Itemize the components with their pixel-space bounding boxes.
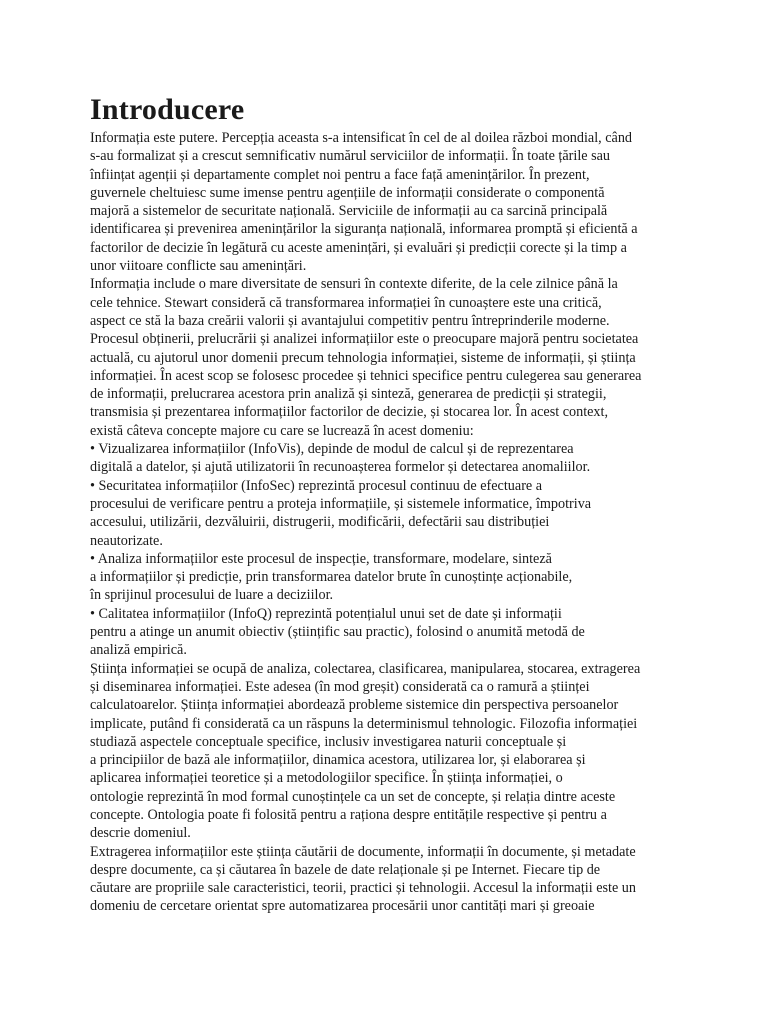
text-line: înființat agenții și departamente complet noi pentru a face față amenințărilor. În prezent, <box>90 166 590 183</box>
text-line: Procesul obținerii, prelucrării și analizei informațiilor este o preocupare majoră pentru societatea <box>90 331 639 348</box>
text-line: Extragerea informațiilor este știința căutării de documente, informații în documente, și metadate <box>90 843 636 860</box>
text-line: despre documente, ca și căutarea în bazele de date relaționale și pe Internet. Fiecare tip de <box>90 861 601 878</box>
text-line: a informațiilor și predicție, prin transformarea datelor brute în cunoștințe acționabile, <box>90 569 573 586</box>
text-line: transmisia și prezentarea informațiilor factorilor de decizie, și stocarea lor. În acest context, <box>90 404 609 421</box>
text-line: calculatoarelor. Știința informației abordează probleme sistemice din perspectiva persoanelor <box>90 697 619 714</box>
text-line: ontologie reprezintă în mod formal cunoștințele ca un set de concepte, și relația dintre aceste <box>90 788 616 805</box>
text-line: unor viitoare conflicte sau amenințări. <box>90 258 307 275</box>
text-line: procesului de verificare pentru a proteja informațiile, și sistemele informatice, împotriva <box>90 495 592 512</box>
text-line: guvernele cheltuiesc sume imense pentru agențiile de informații considerate o componentă <box>90 184 605 201</box>
text-line: analiză empirică. <box>90 642 187 659</box>
text-line: pentru a atinge un anumit obiectiv (științific sau practic), folosind o anumită metodă de <box>90 624 585 641</box>
text-line: aspect ce stă la baza creării valorii și avantajului competitiv pentru întreprinderile moderne. <box>90 312 610 329</box>
text-line: • Analiza informațiilor este procesul de inspecție, transformare, modelare, sinteză <box>90 550 552 567</box>
text-line: identificarea și prevenirea amenințărilor la siguranța națională, informarea promptă și eficientă a <box>90 221 638 238</box>
text-line: digitală a datelor, și ajută utilizatorii în recunoașterea formelor și detectarea anomaliilor. <box>90 459 591 476</box>
text-line: descrie domeniul. <box>90 825 191 842</box>
body-text <box>90 129 690 916</box>
text-line: actuală, cu ajutorul unor domenii precum tehnologia informației, sisteme de informații, și știința <box>90 349 636 366</box>
text-line: Informația este putere. Percepția aceasta s-a intensificat în cel de al doilea război mondial, când <box>90 130 633 146</box>
text-line: concepte. Ontologia poate fi folosită pentru a raționa despre entitățile respective și pentru a <box>90 806 607 823</box>
text-line: accesului, utilizării, dezvăluirii, distrugerii, modificării, defectării sau distribuției <box>90 514 550 531</box>
text-line: • Vizualizarea informațiilor (InfoVis), depinde de modul de calcul și de reprezentarea <box>90 441 574 458</box>
text-line: aplicarea informației teoretice și a metodologiilor specifice. În știința informației, o <box>90 770 563 787</box>
text-line: și diseminarea informației. Este adesea (în mod greșit) considerată ca o ramură a științei <box>90 678 590 695</box>
text-line: • Calitatea informațiilor (InfoQ) reprezintă potențialul unui set de date și informații <box>90 605 562 622</box>
text-line: • Securitatea informațiilor (InfoSec) reprezintă procesul continuu de efectuare a <box>90 477 543 494</box>
text-line: studiază aspectele conceptuale specifice, inclusiv investigarea naturii conceptuale și <box>90 733 567 750</box>
text-line: Informația include o mare diversitate de sensuri în contexte diferite, de la cele zilnice până la <box>90 276 618 293</box>
text-line: implicate, putând fi considerată ca un răspuns la determinismul tehnologic. Filozofia informației <box>90 715 638 732</box>
text-line: de informații, prelucrarea acestora prin analiză și sinteză, generarea de predicții și strategii, <box>90 386 607 403</box>
text-line: căutare are propriile sale caracteristici, teorii, practici și tehnologii. Accesul la informații este un <box>90 880 636 897</box>
text-line: Știința informației se ocupă de analiza, colectarea, clasificarea, manipularea, stocarea, extragerea <box>90 660 641 677</box>
text-line: există câteva concepte majore cu care se lucrează în acest domeniu: <box>90 422 474 439</box>
text-line: neautorizate. <box>90 532 163 549</box>
text-line: cele tehnice. Stewart consideră că transformarea informației în cunoaștere este una critică, <box>90 294 602 311</box>
page-title: Introducere <box>90 93 245 126</box>
text-line: domeniu de cercetare orientat spre automatizarea procesării unor cantități mari și greoaie <box>90 898 595 915</box>
text-line: a principiilor de bază ale informațiilor, dinamica acestora, utilizarea lor, și elaborarea și <box>90 752 586 769</box>
text-line: informației. În acest scop se folosesc procedee și tehnici specifice pentru culegerea sau generarea <box>90 367 642 384</box>
text-line: majoră a sistemelor de securitate națională. Serviciile de informații au ca sarcină principală <box>90 203 608 220</box>
text-line: factorilor de decizie în legătură cu aceste amenințări, și evaluări și predicții corecte și la timp a <box>90 239 627 256</box>
document-body <box>90 93 690 916</box>
text-line: s-au formalizat și a crescut semnificativ numărul serviciilor de informații. În toate țările sau <box>90 148 611 165</box>
text-line: în sprijinul procesului de luare a deciziilor. <box>90 587 334 604</box>
